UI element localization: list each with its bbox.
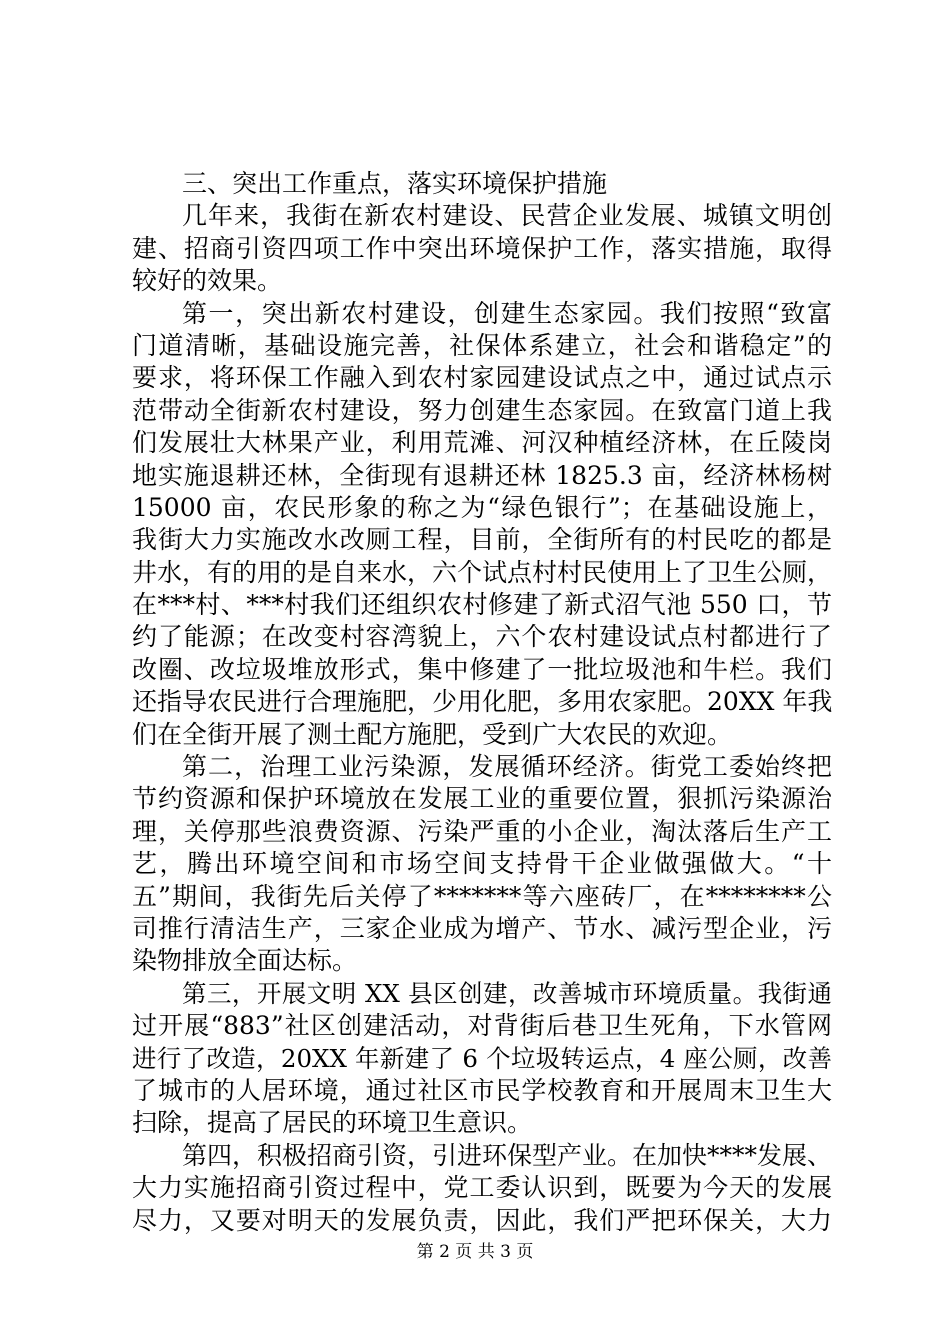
page-number-label: 第 2 页 共 3 页 [416,1242,534,1262]
text-line: 司推行清洁生产，三家企业成为增产、节水、减污型企业，污 [132,913,832,943]
text-line: 三、突出工作重点，落实环境保护措施 [182,169,608,198]
text-line: 艺，腾出环境空间和市场空间支持骨干企业做强做大。“十 [132,849,832,879]
text-line: 第三，开展文明 XX 县区创建，改善城市环境质量。我街通 [182,978,832,1008]
text-line: 较好的效果。 [132,266,283,296]
text-line: 进行了改造，20XX 年新建了 6 个垃圾转运点，4 座公厕，改善 [132,1043,832,1073]
text-line: 第二，治理工业污染源，发展循环经济。街党工委始终把 [182,752,832,782]
text-line: 我街大力实施改水改厕工程，目前，全街所有的村民吃的都是 [132,525,832,555]
text-line: 第一，突出新农村建设，创建生态家园。我们按照“致富 [182,298,832,328]
text-line: 要求，将环保工作融入到农村家园建设试点之中，通过试点示 [132,363,832,393]
text-line: 理，关停那些浪费资源、污染严重的小企业，淘汰落后生产工 [132,816,832,846]
text-line: 约了能源；在改变村容湾貌上，六个农村建设试点村都进行了 [132,622,832,652]
page-footer [0,1241,950,1263]
text-line: 改圈、改垃圾堆放形式，集中修建了一批垃圾池和牛栏。我们 [132,654,832,684]
text-line: 染物排放全面达标。 [132,946,358,976]
text-line: 井水，有的用的是自来水，六个试点村村民使用上了卫生公厕， [132,557,833,587]
text-line: 们发展壮大林果产业，利用荒滩、河汉种植经济林，在丘陵岗 [132,428,832,458]
text-line: 范带动全街新农村建设，努力创建生态家园。在致富门道上我 [132,395,832,425]
text-line: 过开展“883”社区创建活动，对背街后巷卫生死角，下水管网 [132,1011,832,1041]
text-line: 15000 亩，农民形象的称之为“绿色银行”；在基础设施上， [132,492,832,522]
text-line: 第四，积极招商引资，引进环保型产业。在加快****发展、 [182,1140,833,1170]
text-line: 还指导农民进行合理施肥，少用化肥，多用农家肥。20XX 年我 [132,687,833,717]
text-line: 门道清晰，基础设施完善，社保体系建立，社会和谐稳定”的 [132,330,832,360]
text-line: 们在全街开展了测土配方施肥，受到广大农民的欢迎。 [132,719,733,749]
text-line: 建、招商引资四项工作中突出环境保护工作，落实措施，取得 [132,233,832,263]
text-line: 地实施退耕还林，全街现有退耕还林 1825.3 亩，经济林杨树 [132,460,832,490]
text-line: 节约资源和保护环境放在发展工业的重要位置，狠抓污染源治 [132,784,832,814]
text-line: 尽力，又要对明天的发展负责，因此，我们严把环保关，大力 [132,1205,832,1235]
document-body [132,168,832,1237]
text-line: 大力实施招商引资过程中，党工委认识到，既要为今天的发展 [132,1173,832,1203]
text-line: 在***村、***村我们还组织农村修建了新式沼气池 550 口，节 [132,590,832,620]
text-line: 几年来，我街在新农村建设、民营企业发展、城镇文明创 [182,201,832,231]
text-line: 五”期间，我街先后关停了*******等六座砖厂，在********公 [132,881,832,911]
text-line: 了城市的人居环境，通过社区市民学校教育和开展周末卫生大 [132,1075,832,1105]
text-line: 扫除，提高了居民的环境卫生意识。 [132,1108,533,1138]
